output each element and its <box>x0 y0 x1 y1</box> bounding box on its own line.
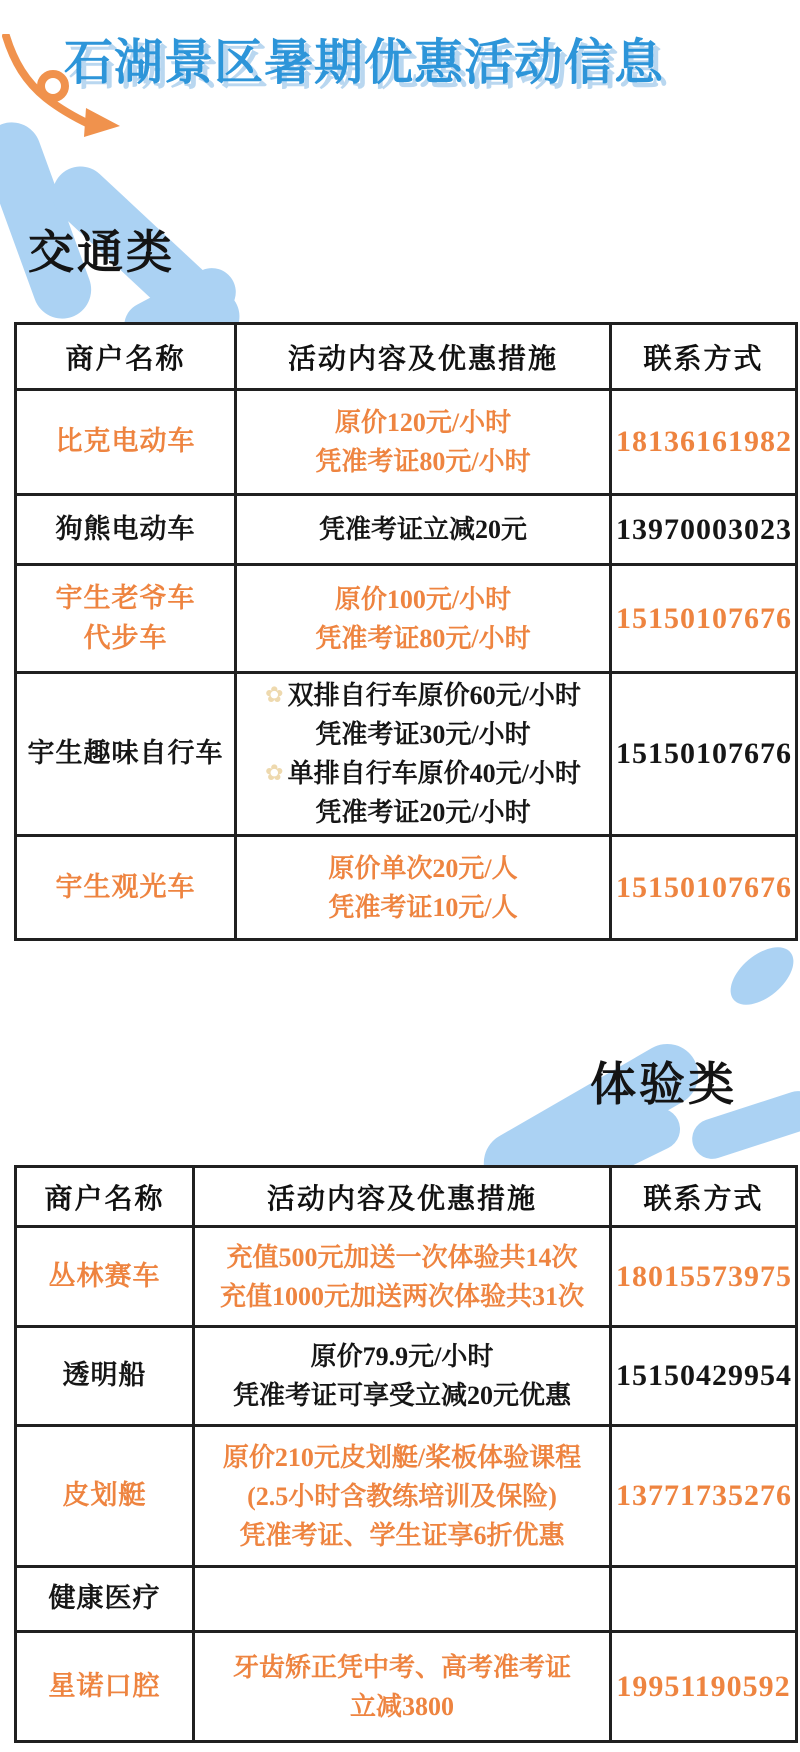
brush-stroke-decoration <box>720 936 800 1016</box>
content-cell: 凭准考证立减20元 <box>236 495 611 565</box>
column-header: 活动内容及优惠措施 <box>194 1167 611 1227</box>
content-cell: 原价单次20元/人 凭准考证10元/人 <box>236 836 611 940</box>
experience-table <box>14 1165 798 1743</box>
phone-cell: 15150107676 <box>611 673 797 836</box>
table-row <box>16 1327 797 1426</box>
merchant-name-cell: 宇生观光车 <box>16 836 236 940</box>
phone-cell <box>611 1567 797 1632</box>
content-cell: 原价79.9元/小时 凭准考证可享受立减20元优惠 <box>194 1327 611 1426</box>
content-cell: ✿ 双排自行车原价60元/小时 凭准考证30元/小时 ✿ 单排自行车原价40元/小时 凭准考证20元/小时 <box>236 673 611 836</box>
phone-cell: 13970003023 <box>611 495 797 565</box>
transport-table <box>14 322 798 941</box>
content-cell <box>194 1567 611 1632</box>
phone-cell: 13771735276 <box>611 1426 797 1567</box>
flower-bullet-icon: ✿ <box>265 683 284 708</box>
table-row <box>16 390 797 495</box>
column-header: 联系方式 <box>611 324 797 390</box>
merchant-name-cell: 宇生老爷车 代步车 <box>16 565 236 673</box>
table-row <box>16 673 797 836</box>
column-header: 商户名称 <box>16 324 236 390</box>
page-title: 石湖景区暑期优惠活动信息 <box>64 35 665 90</box>
content-cell: 原价210元皮划艇/桨板体验课程 (2.5小时含教练培训及保险) 凭准考证、学生证享6折优惠 <box>194 1426 611 1567</box>
section-heading-experience: 体验类 <box>590 1059 737 1110</box>
phone-cell: 18015573975 <box>611 1227 797 1327</box>
merchant-name-cell: 狗熊电动车 <box>16 495 236 565</box>
content-cell: 充值500元加送一次体验共14次 充值1000元加送两次体验共31次 <box>194 1227 611 1327</box>
merchant-name-cell: 丛林赛车 <box>16 1227 194 1327</box>
table-row <box>16 1426 797 1567</box>
phone-cell: 15150107676 <box>611 836 797 940</box>
merchant-name-cell: 宇生趣味自行车 <box>16 673 236 836</box>
phone-cell: 19951190592 <box>611 1632 797 1742</box>
table-row <box>16 565 797 673</box>
content-cell: 原价100元/小时 凭准考证80元/小时 <box>236 565 611 673</box>
section-heading-transport: 交通类 <box>28 227 175 278</box>
header-row <box>16 1167 797 1227</box>
flower-bullet-icon: ✿ <box>265 761 284 786</box>
merchant-name-cell: 健康医疗 <box>16 1567 194 1632</box>
table-row <box>16 1567 797 1632</box>
phone-cell: 18136161982 <box>611 390 797 495</box>
table-row <box>16 495 797 565</box>
table-row <box>16 1632 797 1742</box>
content-cell: 牙齿矫正凭中考、高考准考证 立减3800 <box>194 1632 611 1742</box>
merchant-name-cell: 皮划艇 <box>16 1426 194 1567</box>
merchant-name-cell: 比克电动车 <box>16 390 236 495</box>
table-row <box>16 836 797 940</box>
column-header: 联系方式 <box>611 1167 797 1227</box>
merchant-name-cell: 透明船 <box>16 1327 194 1426</box>
content-cell: 原价120元/小时 凭准考证80元/小时 <box>236 390 611 495</box>
table-row <box>16 1227 797 1327</box>
phone-cell: 15150107676 <box>611 565 797 673</box>
column-header: 活动内容及优惠措施 <box>236 324 611 390</box>
phone-cell: 15150429954 <box>611 1327 797 1426</box>
header-row <box>16 324 797 390</box>
column-header: 商户名称 <box>16 1167 194 1227</box>
merchant-name-cell: 星诺口腔 <box>16 1632 194 1742</box>
